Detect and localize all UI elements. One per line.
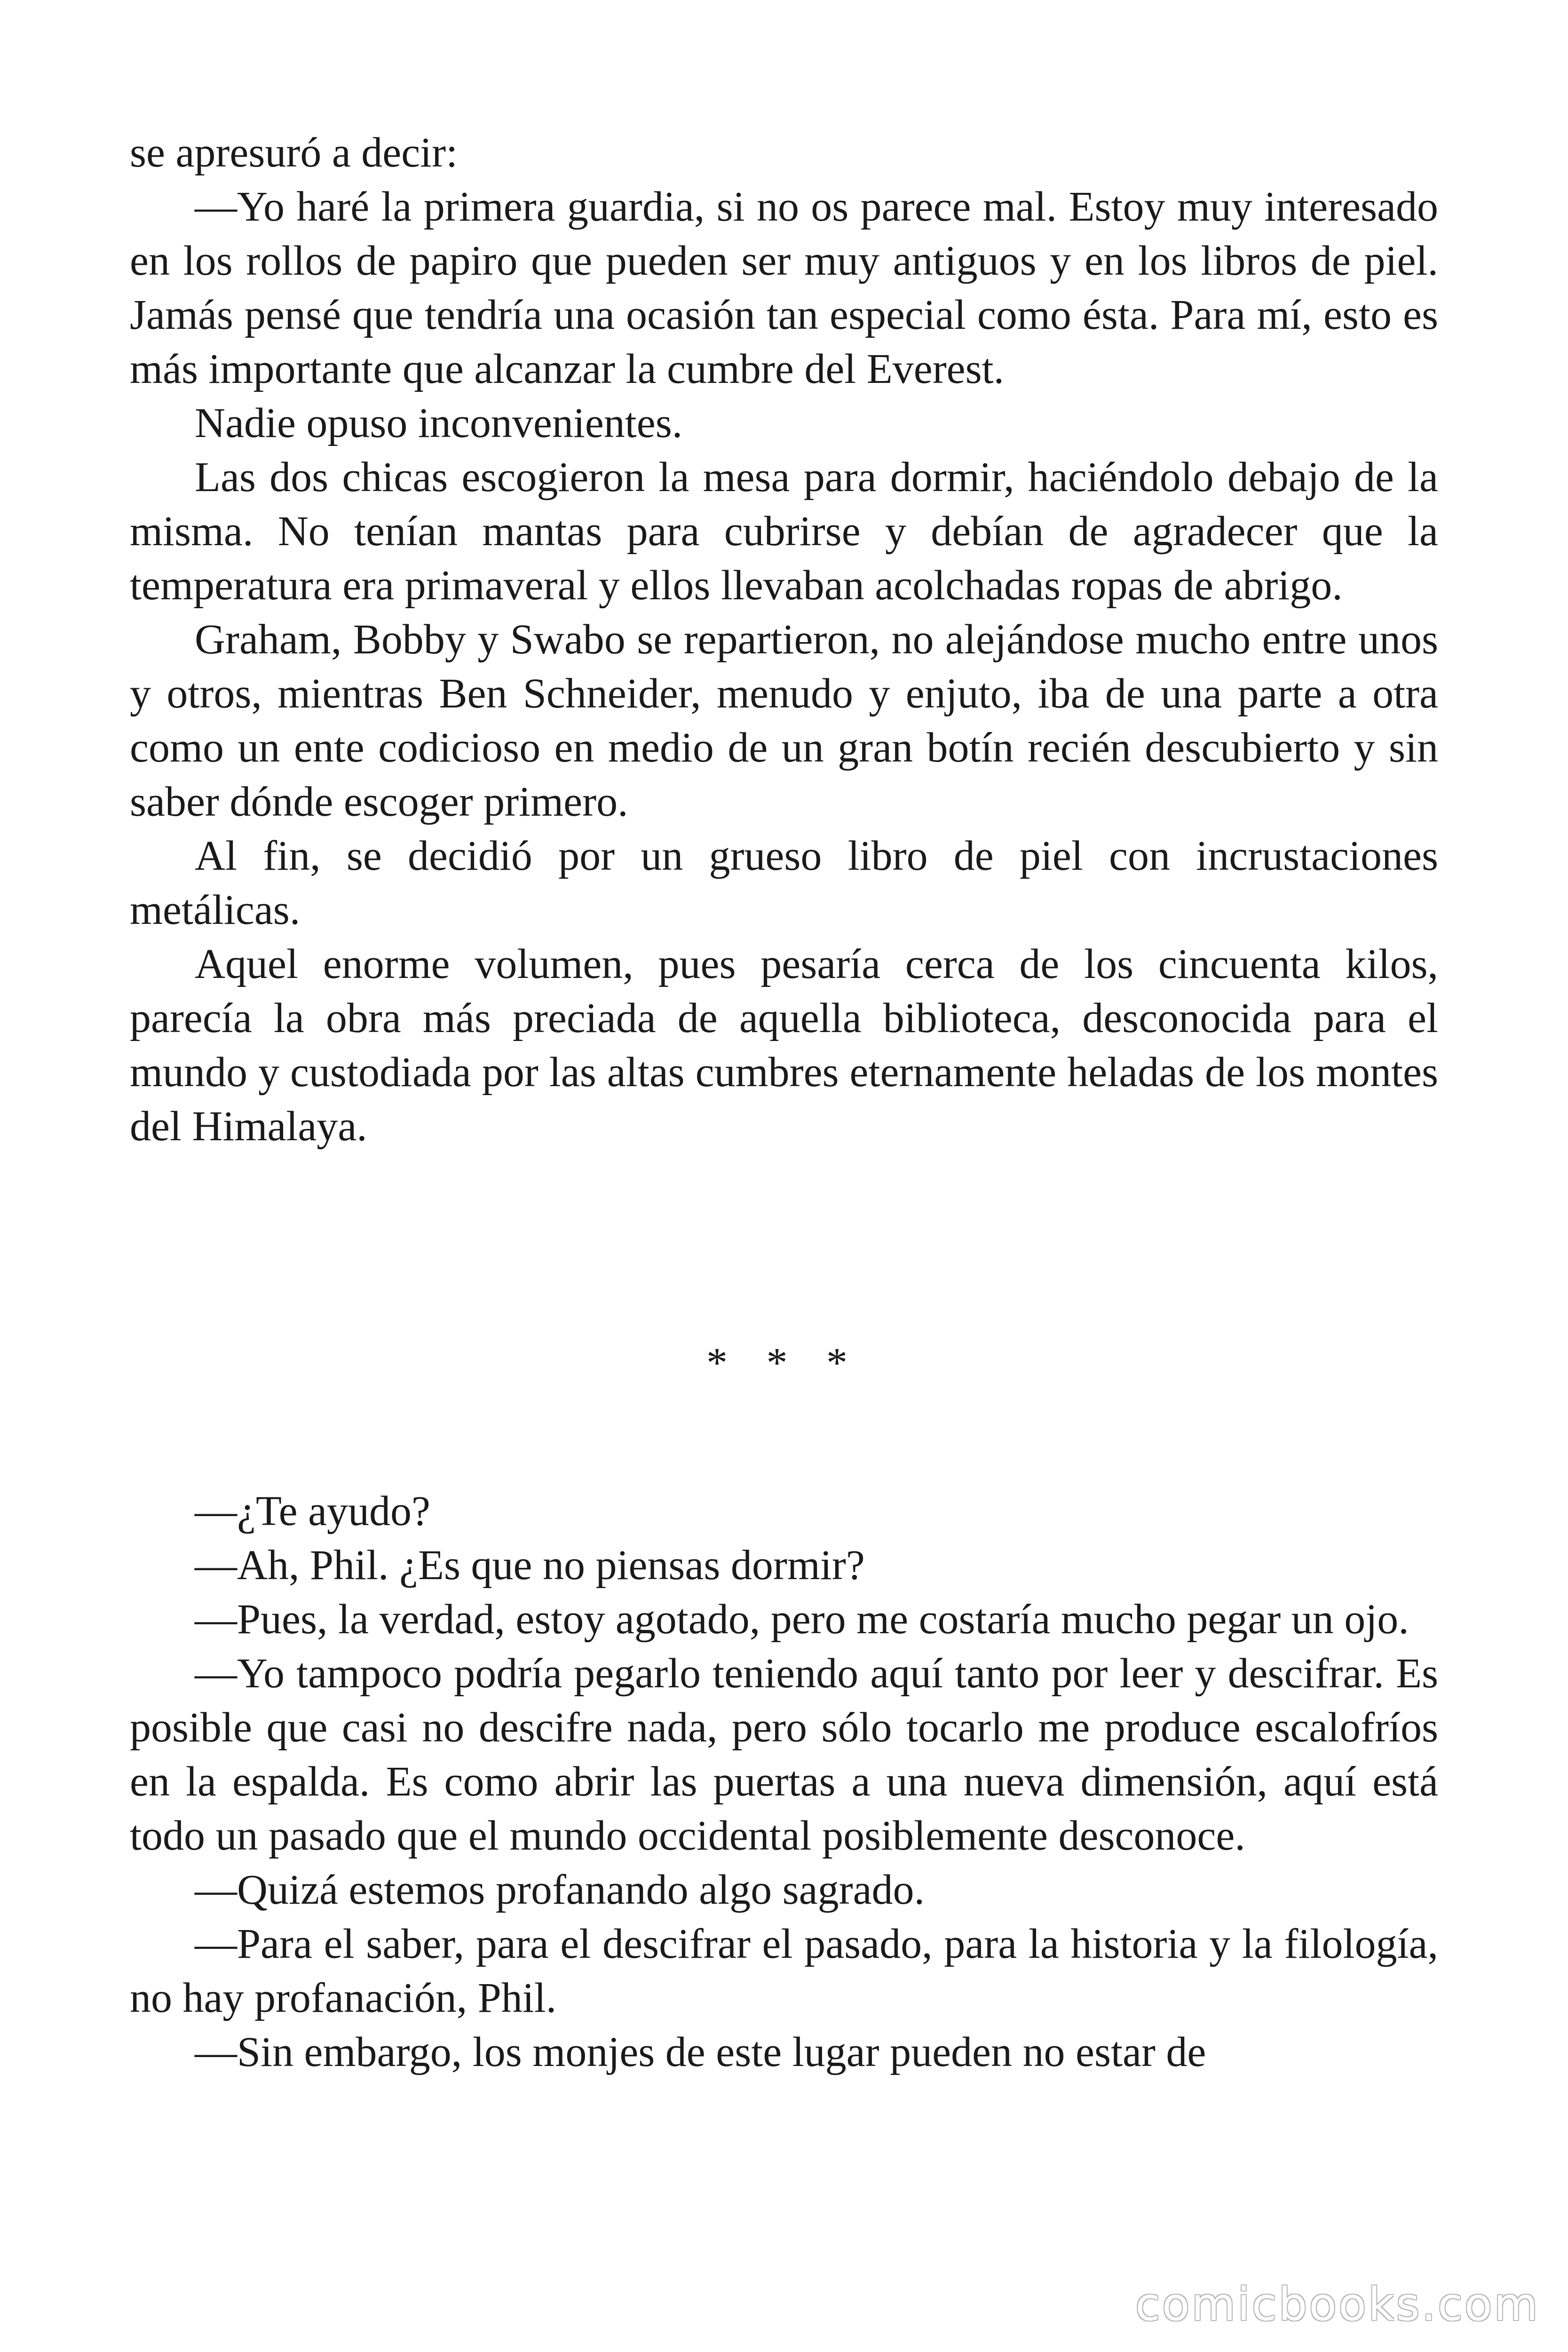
text-block-top <box>130 126 1438 1153</box>
paragraph: Nadie opuso inconvenientes. <box>195 400 683 446</box>
paragraph: —Sin embargo, los monjes de este lugar pueden no estar de <box>195 2029 1206 2075</box>
paragraph: —Quizá estemos profanando algo sagrado. <box>195 1867 925 1913</box>
paragraph: Las dos chicas escogieron la mesa para dormir, haciéndolo debajo de la misma. No tenían mantas para cubrirse y debían de agradecer que la temperatura era primaveral y ellos llevaban acolchadas ropas de abrigo. <box>130 454 1438 609</box>
paragraph: —Yo haré la primera guardia, si no os parece mal. Estoy muy interesado en los rollos de papiro que pueden ser muy antiguos y en los libros de piel. Jamás pensé que tendría una ocasión tan especial como ésta. Para mí, esto es más importante que alcanzar la cumbre del Everest. <box>130 183 1438 392</box>
paragraph: —Yo tampoco podría pegarlo teniendo aquí tanto por leer y descifrar. Es posible que casi no descifre nada, pero sólo tocarlo me produce escalofríos en la espalda. Es como abrir las puertas a una nueva dimensión, aquí está todo un pasado que el mundo occidental posiblemente desconoce. <box>130 1650 1438 1859</box>
paragraph: —Ah, Phil. ¿Es que no piensas dormir? <box>195 1542 865 1589</box>
paragraph: Aquel enorme volumen, pues pesaría cerca de los cincuenta kilos, parecía la obra más preciada de aquella biblioteca, desconocida para el mundo y custodiada por las altas cumbres eternamente heladas de los montes del Himalaya. <box>130 941 1438 1150</box>
paragraph: se apresuró a decir: <box>130 129 458 176</box>
paragraph: Al fin, se decidió por un grueso libro de piel con incrustaciones metálicas. <box>130 833 1438 933</box>
section-separator: * * * <box>706 1340 862 1386</box>
paragraph: —Para el saber, para el descifrar el pasado, para la historia y la filología, no hay profanación, Phil. <box>130 1921 1438 2021</box>
watermark: comicbooks.com <box>1135 2278 1540 2331</box>
paragraph: Graham, Bobby y Swabo se repartieron, no alejándose mucho entre unos y otros, mientras Ben Schneider, menudo y enjuto, iba de una parte a otra como un ente codicioso en medio de un gran botín recién descubierto y sin saber dónde escoger primero. <box>130 616 1438 825</box>
text-block-bottom <box>130 1484 1438 2079</box>
paragraph: —Pues, la verdad, estoy agotado, pero me costaría mucho pegar un ojo. <box>195 1596 1409 1643</box>
paragraph: —¿Te ayudo? <box>195 1488 430 1534</box>
